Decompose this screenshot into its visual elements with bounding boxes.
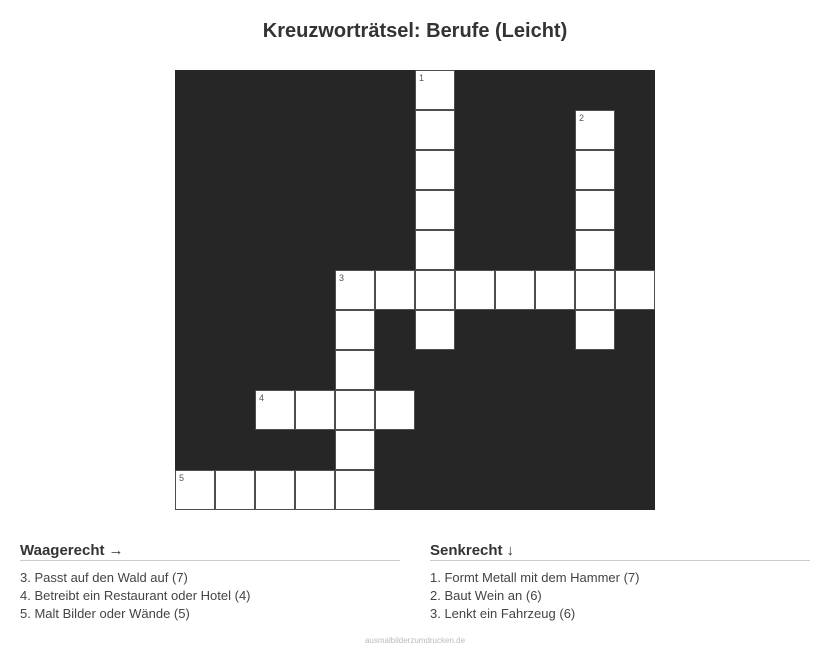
clue-down-3: 3. Lenkt ein Fahrzeug (6) [430, 606, 576, 621]
grid-cell[interactable] [175, 470, 215, 510]
puzzle-title: Kreuzworträtsel: Berufe (Leicht) [262, 20, 568, 42]
grid-cell[interactable] [415, 310, 455, 350]
arrow-down-icon: ↓ [506, 542, 515, 559]
grid-cell[interactable] [575, 150, 615, 190]
across-clues [20, 542, 400, 623]
clue-number: 4 [259, 393, 265, 403]
down-heading: Senkrecht ↓ [430, 542, 810, 561]
grid-cell[interactable] [335, 350, 375, 390]
grid-cell[interactable] [255, 390, 295, 430]
grid-cell[interactable] [415, 150, 455, 190]
clue-down-1: 1. Formt Metall mit dem Hammer (7) [430, 570, 640, 585]
clue-across-4: 4. Betreibt ein Restaurant oder Hotel (4) [20, 588, 251, 603]
down-clues [430, 542, 810, 623]
grid-cell[interactable] [255, 470, 295, 510]
grid-cell[interactable] [335, 270, 375, 310]
clue-number: 5 [179, 473, 185, 483]
clue-across-5: 5. Malt Bilder oder Wände (5) [20, 606, 190, 621]
grid-cell[interactable] [455, 270, 495, 310]
clue-across-3: 3. Passt auf den Wald auf (7) [20, 570, 188, 585]
grid-cell[interactable] [335, 470, 375, 510]
arrow-right-icon: → [108, 542, 124, 559]
grid-cell[interactable] [575, 310, 615, 350]
grid-cell[interactable] [615, 270, 655, 310]
grid-cell[interactable] [415, 230, 455, 270]
grid-cell[interactable] [335, 390, 375, 430]
grid-cell[interactable] [415, 110, 455, 150]
grid-cell[interactable] [575, 270, 615, 310]
grid-cell[interactable] [535, 270, 575, 310]
grid-cell[interactable] [415, 70, 455, 110]
clue-number: 1 [419, 73, 425, 83]
grid-cell[interactable] [575, 110, 615, 150]
grid-cell[interactable] [375, 270, 415, 310]
grid-cell[interactable] [295, 390, 335, 430]
crossword-grid [175, 70, 655, 510]
across-heading: Waagerecht → [20, 542, 400, 561]
footer-credit: ausmalbilderzumdrucken.de [364, 636, 466, 645]
clue-number: 3 [339, 273, 345, 283]
clue-down-2: 2. Baut Wein an (6) [430, 588, 542, 603]
grid-cell[interactable] [375, 390, 415, 430]
grid-cell[interactable] [335, 310, 375, 350]
grid-cell[interactable] [495, 270, 535, 310]
grid-cell[interactable] [575, 230, 615, 270]
grid-cell[interactable] [575, 190, 615, 230]
grid-cell[interactable] [215, 470, 255, 510]
clue-number: 2 [579, 113, 585, 123]
grid-cell[interactable] [415, 270, 455, 310]
grid-cell[interactable] [415, 190, 455, 230]
grid-cell[interactable] [295, 470, 335, 510]
grid-cell[interactable] [335, 430, 375, 470]
